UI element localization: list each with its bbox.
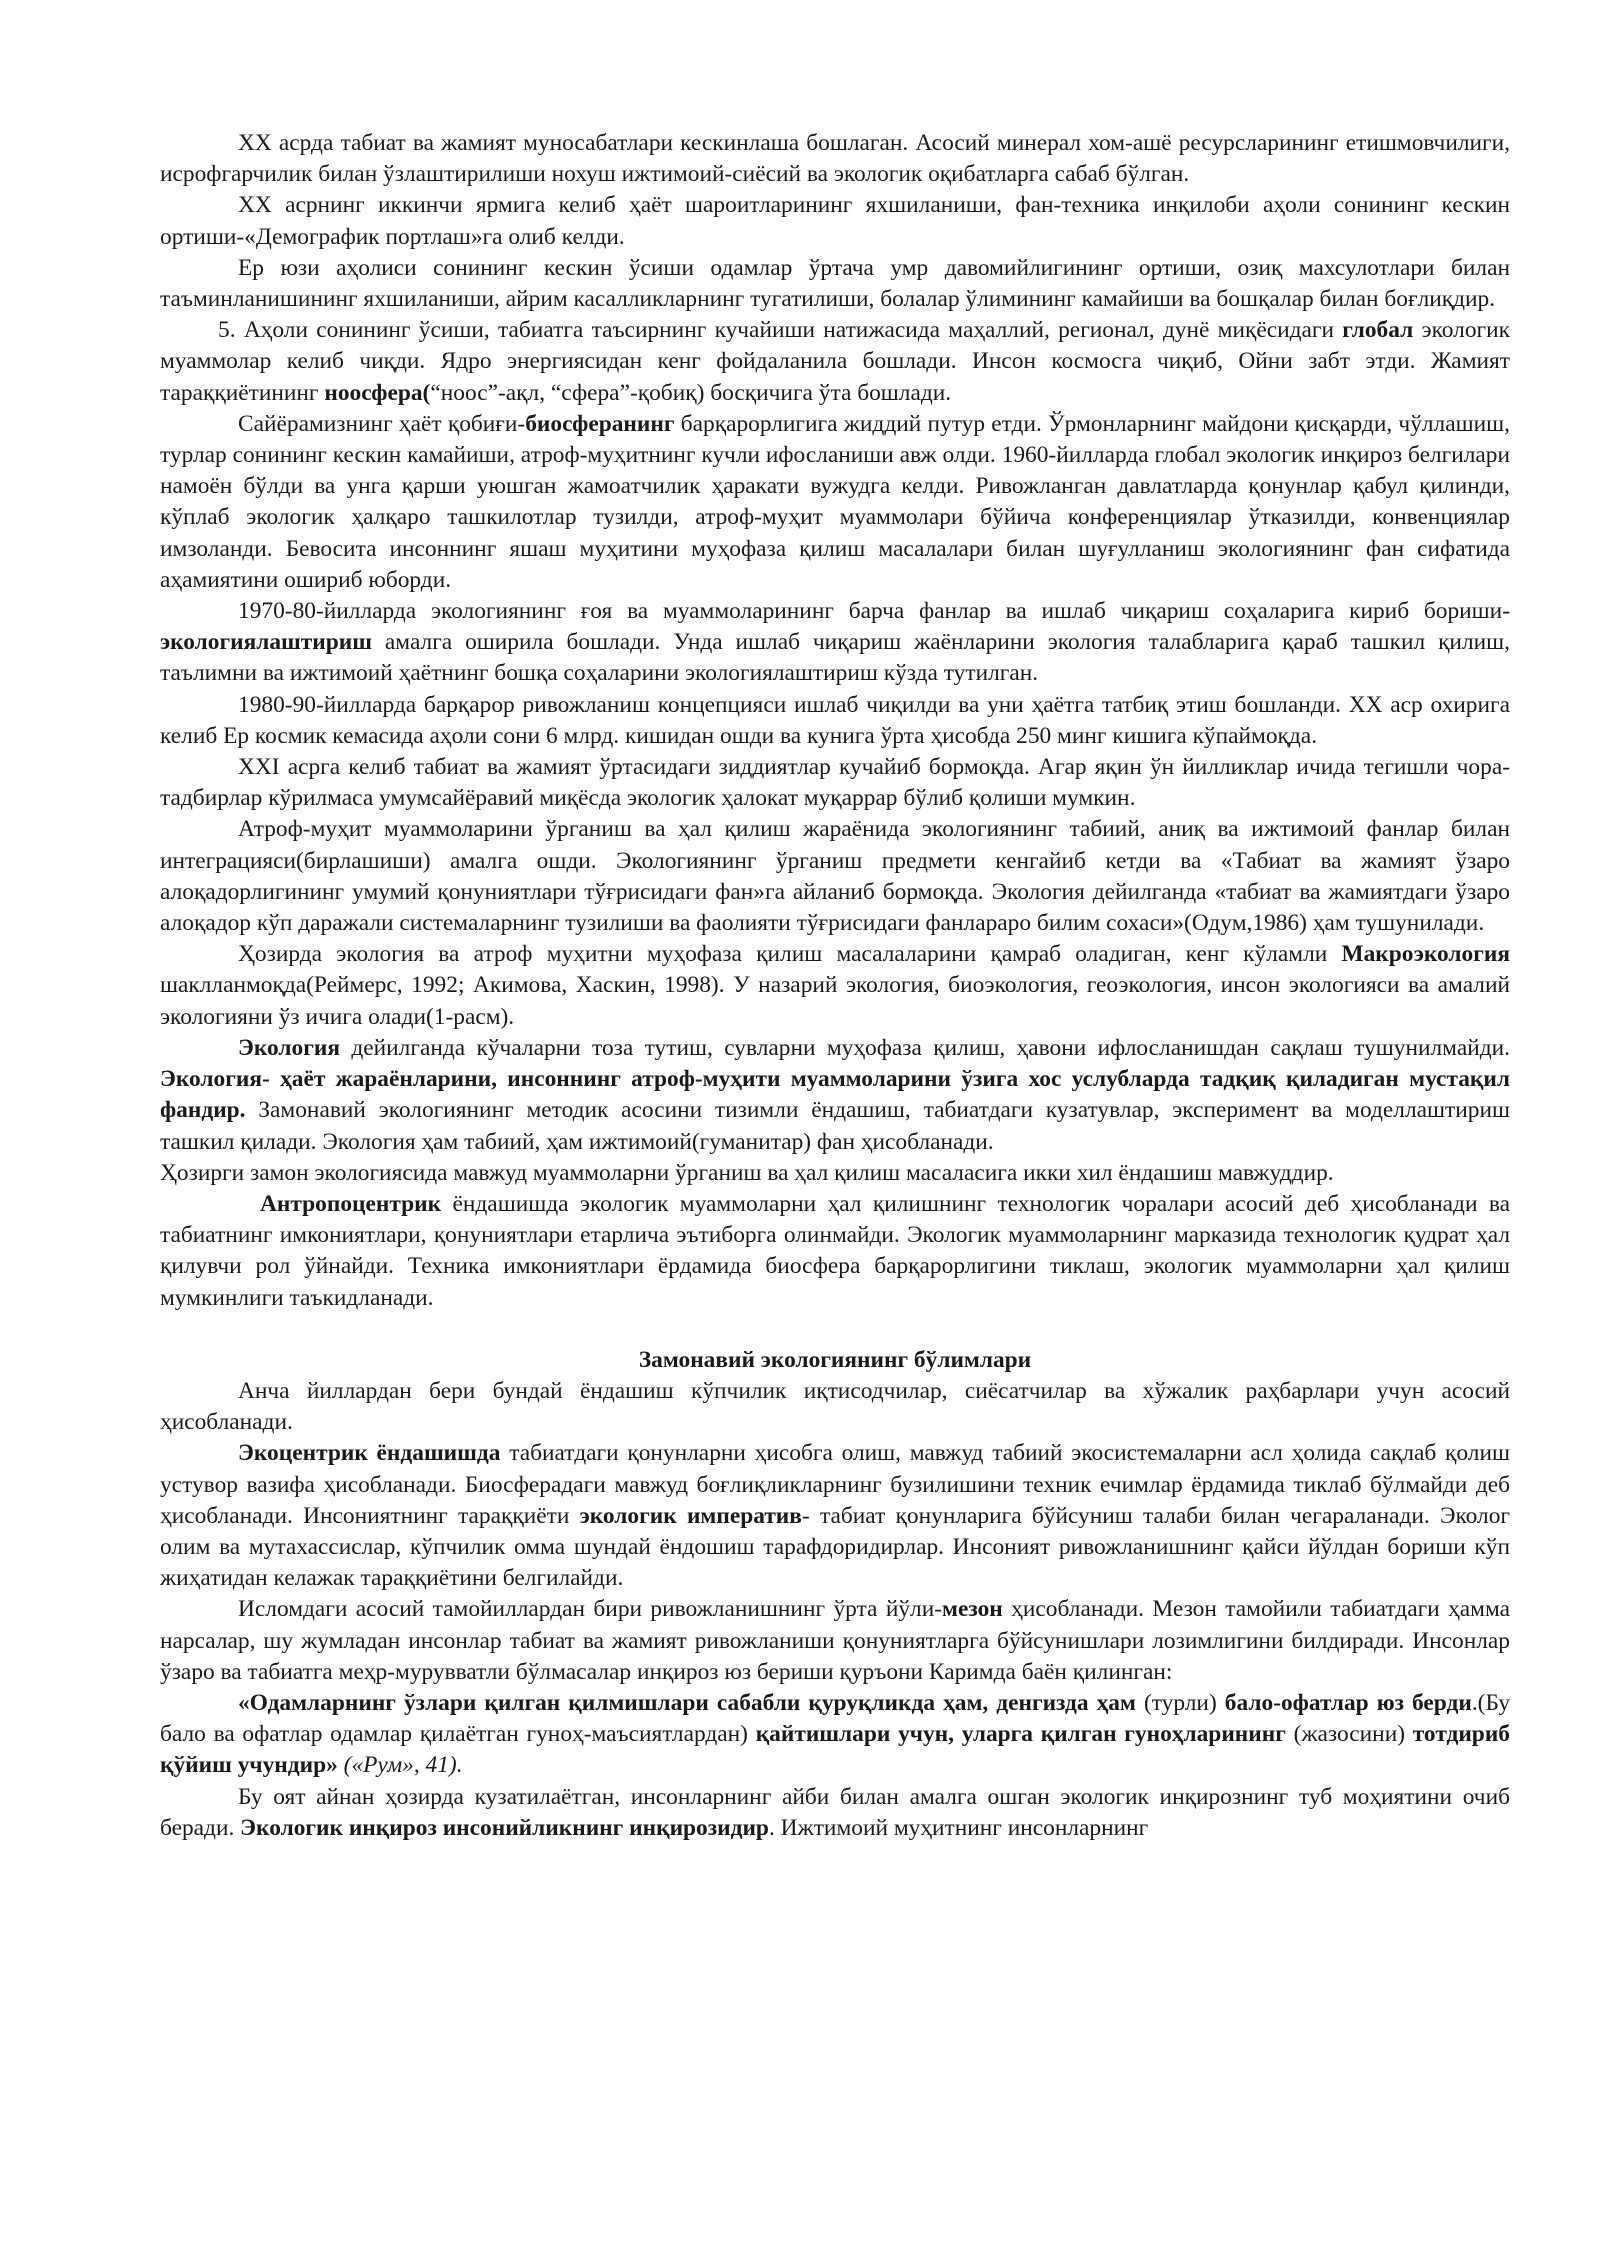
paragraph [160, 128, 1510, 190]
text-run: Ер юзи аҳолиси сонининг кескин ўсиши одамлар ўртача умр давомийлигининг ортиши, озиқ махсулотлари билан таъминланишининг яхшиланиши, айрим касалликларнинг тугатилиши, болалар ўлимининг камайиши ва бошқалар билан боғлиқдир. [160, 254, 1510, 313]
text-run: Исломдаги асосий тамойиллардан бири ривожланишнинг ўрта йўли- [238, 1596, 943, 1623]
text-run: Атроф-муҳит муаммоларини ўрганиш ва ҳал қилиш жараёнида экологиянинг табиий, аниқ ва ижтимоий фанлар билан интеграцияси(бирлашиши) амалга ошди. Экологиянинг ўрганиш предмети кенгайиб кетди ва «Табиат ва жамият ўзаро алоқадорлигининг умумий қонуниятлари тўғрисидаги фан»га айланиб бормоқда. Экология дейилганда «табиат ва жамиятдаги ўзаро алоқадор кўп даражали системаларнинг тузилиши ва фаолияти тўғрисидаги фанлараро билим сохаси»(Одум,1986) ҳам тушунилади. [160, 816, 1510, 937]
paragraph [160, 190, 1510, 252]
paragraph [160, 814, 1510, 939]
text-run: дейилганда кўчаларни тоза тутиш, сувларни муҳофаза қилиш, ҳавони ифлосланишдан сақлаш тушунилмайди. [340, 1034, 1510, 1061]
bold-text: экологик императив [579, 1502, 802, 1529]
text-run: XX асрда табиат ва жамият муносабатлари кескинлаша бошлаган. Асосий минерал хом-ашё ресурсларининг етишмовчилиги, исрофгарчилик билан ўзлаштирилиши нохуш ижтимоий-сиёсий ва экологик оқибатларга сабаб бўлган. [160, 130, 1510, 188]
text-run: XXI асрга келиб табиат ва жамият ўртасидаги зиддиятлар кучайиб бормоқда. Агар яқин ўн йилликлар ичида тегишли чора-тадбирлар кўрилмаса умумсайёравий миқёсда экологик ҳалокат муқаррар бўлиб қолиши мумкин. [160, 754, 1510, 812]
text-run: Бу оят айнан ҳозирда кузатилаётган, инсонларнинг айби билан амалга ошган экологик инқирознинг туб моҳиятини очиб беради. [160, 1783, 1510, 1841]
text-run: амалга оширила бошлади. Унда ишлаб чиқариш жаёнларини экология талабларига қараб ташкил қилиш, таълимни ва ижтимоий ҳаётнинг бошқа соҳаларини экологиялаштириш кўзда тутилган. [160, 629, 1510, 687]
paragraph [160, 752, 1510, 814]
text-run: - табиат қонунларига бўйсуниш талаби билан чегараланади. Эколог олим ва мутахассислар, кўпчилик омма шундай ёндошиш тарафдоридирлар. Инсоният ривожланишнинг қайси йўлдан бориши кўп жиҳатидан келажак тараққиётини белгилайди. [160, 1502, 1511, 1592]
paragraph [160, 1033, 1510, 1158]
text-run: 5. Аҳоли сонининг ўсиши, табиатга таъсирнинг кучайиши натижасида маҳаллий, регионал, дунё миқёсидаги [218, 317, 1343, 344]
document-page [160, 128, 1510, 1844]
bold-text: экологиялаштириш [160, 629, 373, 656]
text-run: Сайёрамизнинг ҳаёт қобиғи- [238, 410, 526, 437]
bold-text: Экоцентрик ёндашишда [238, 1440, 501, 1467]
text-run: Ҳозирда экология ва атроф муҳитни муҳофаза қилиш масалаларини қамраб оладиган, кенг кўламли [238, 941, 1342, 968]
text-run: (жазосини) [1285, 1721, 1413, 1748]
paragraph [160, 253, 1510, 315]
text-run: барқарорлигига жиддий путур етди. Ўрмонларнинг майдони қисқарди, чўллашиш, турлар сонининг кескин камайиши, атроф-муҳитнинг кучли ифосланиши авж олди. 1960-йилларда глобал экологик инқироз белгилари намоён бўлди ва унга қарши уюшган жамоатчилик ҳаракати вужудга келди. Ривожланган давлатларда қонунлар қабул қилинди, кўплаб экологик ҳалқаро ташкилотлар тузилди, атроф-муҳит муаммолари бўйича конференциялар ўтказилди, конвенциялар имзоланди. Бевосита инсоннинг яшаш муҳитини муҳофаза қилиш масалалари билан шуғулланиш экологиянинг фан сифатида аҳамиятини ошириб юборди. [160, 410, 1510, 593]
bold-text: Экология [238, 1034, 340, 1061]
text-run: (турли) [1135, 1689, 1225, 1716]
text-run: Ҳозирги замон экологиясида мавжуд муаммоларни ўрганиш ва ҳал қилиш масаласига икки хил ёндашиш мавжуддир. [160, 1159, 1334, 1186]
text-run: XX асрнинг иккинчи ярмига келиб ҳаёт шароитларининг яхшиланиши, фан-техника инқилоби аҳоли сонининг кескин ортиши-«Демографик портлаш»га олиб келди. [160, 192, 1510, 250]
bold-text: қайтишлари учун, уларга қилган гуноҳларининг [755, 1721, 1286, 1748]
text-run: экологик муаммолар келиб чиқди. Ядро энергиясидан кенг фойдаланила бошлади. Инсон космосга чиқиб, Ойни забт этди. Жамият тараққиётининг [160, 317, 1510, 406]
paragraph [160, 690, 1510, 752]
paragraph [160, 939, 1510, 1033]
paragraph [160, 1782, 1510, 1844]
bold-text: Антропоцентрик [260, 1190, 442, 1217]
text-run: 1980-90-йилларда барқарор ривожланиш концепцияси ишлаб чиқилди ва уни ҳаётга татбиқ этиш бошланди. XX аср охирига келиб Ер космик кемасида аҳоли сони 6 млрд. кишидан ошди ва кунига ўрта ҳисобда 250 минг кишига кўпаймоқда. [160, 691, 1510, 749]
section-heading: Замонавий экологиянинг бўлимлари [638, 1346, 1032, 1373]
bold-text: мезон [942, 1596, 1003, 1623]
text-run: Замонавий экологиянинг методик асосини тизимли ёндашиш, табиатдаги кузатувлар, эксперимент ва моделлаштириш ташкил қилади. Экология ҳам табиий, ҳам ижтимоий(гуманитар) фан ҳисобланади. [160, 1097, 1510, 1155]
bold-text: ноосфера( [324, 379, 431, 406]
paragraph [160, 1189, 1510, 1314]
bold-text: «Одамларнинг ўзлари қилган қилмишлари сабабли қуруқликда ҳам, денгизда ҳам [238, 1689, 1136, 1716]
paragraph [160, 1376, 1510, 1438]
paragraph [160, 409, 1510, 596]
bold-text: биосферанинг [525, 410, 675, 437]
text-run: .(Бу бало ва офатлар одамлар қилаётган гуноҳ-маъсиятлардан) [160, 1689, 1511, 1748]
text-run: . Ижтимоий муҳитнинг инсонларнинг [768, 1814, 1149, 1841]
text-run: 1970-80-йилларда экологиянинг ғоя ва муаммоларининг барча фанлар ва ишлаб чиқариш соҳаларига кириб бориши- [238, 598, 1510, 625]
quote-paragraph [160, 1688, 1510, 1782]
bold-text: Экологик инқироз инсонийликнинг инқирозидир [240, 1814, 769, 1841]
bold-text: Макроэкология [1341, 941, 1510, 968]
text-run: “ноос”-ақл, “сфера”-қобиқ) босқичига ўта бошлади. [430, 379, 952, 406]
bold-text: бало-офатлар юз берди [1224, 1689, 1472, 1716]
text-run: шаклланмоқда(Реймерс, 1992; Акимова, Хаскин, 1998). У назарий экология, биоэкология, геоэкология, инсон экологияси ва амалий экологияни ўз ичига олади(1-расм). [160, 972, 1510, 1030]
bold-text: Экология- ҳаёт жараёнларини, инсоннинг атроф-муҳити муаммоларини ўзига хос услубларда тадқиқ қиладиган мустақил фандир. [160, 1066, 1510, 1124]
bold-text: тотдириб қўйиш учундир» [160, 1721, 1510, 1779]
paragraph [160, 1438, 1510, 1594]
italic-text: («Рум», 41). [343, 1752, 463, 1779]
paragraph [160, 1158, 1510, 1189]
text-run: ҳисобланади. Мезон тамойили табиатдаги ҳамма нарсалар, шу жумладан инсонлар табиат ва жамият ривожланиши қонуниятларга бўйсунишлари лозимлигини билдиради. Инсонлар ўзаро ва табиатга меҳр-мурувватли бўлмасалар инқироз юз бериши қуръони Каримда баён қилинган: [160, 1596, 1511, 1685]
paragraph [160, 1594, 1510, 1688]
text-run: табиатдаги қонунларни ҳисобга олиш, мавжуд табиий экосистемаларни асл ҳолида сақлаб қолиш устувор вазифа ҳисобланади. Биосферадаги мавжуд боғлиқликларнинг бузилишини техник ечимлар ёрдамида тиклаб бўлмайди деб ҳисобланади. Инсониятнинг тараққиёти [160, 1440, 1510, 1529]
text-run: Анча йиллардан бери бундай ёндашиш кўпчилик иқтисодчилар, сиёсатчилар ва хўжалик раҳбарлари учун асосий ҳисобланади. [160, 1377, 1510, 1436]
paragraph [160, 596, 1510, 690]
bold-text: глобал [1342, 317, 1414, 344]
text-run: ёндашишда экологик муаммоларни ҳал қилишнинг технологик чоралари асосий деб ҳисобланади ва табиатнинг имкониятлари, қонуниятлари етарлича эътиборга олинмайди. Экологик муаммоларнинг марказида технологик қудрат ҳал қилувчи рол ўйнайди. Техника имкониятлари ёрдамида биосфера барқарорлигини тиклаш, экологик муаммоларни ҳал қилиш мумкинлиги таъкидланади. [160, 1190, 1510, 1311]
paragraph [160, 315, 1510, 409]
